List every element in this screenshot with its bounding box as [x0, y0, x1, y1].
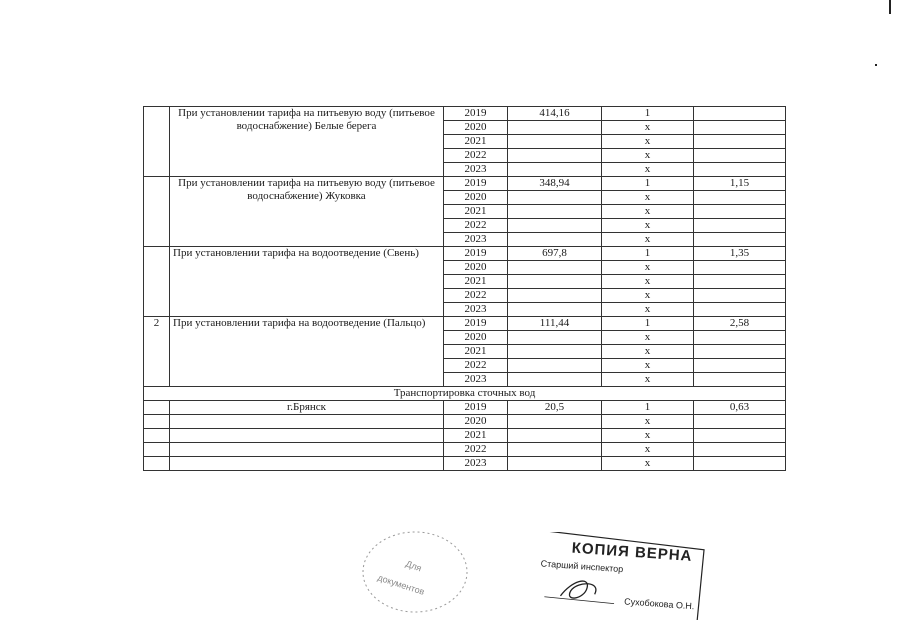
tariff-table	[143, 106, 786, 471]
year-cell: 2023	[444, 303, 508, 317]
coefficient-cell: х	[602, 163, 694, 177]
stamp-left-line-1: Для	[404, 558, 423, 574]
year-cell: 2023	[444, 457, 508, 471]
row-number-cell	[144, 443, 170, 457]
value-cell: 697,8	[508, 247, 602, 261]
stamp-role: Старший инспектор	[540, 558, 624, 575]
table-row	[144, 107, 786, 121]
index-cell	[694, 205, 786, 219]
index-cell	[694, 233, 786, 247]
coefficient-cell: х	[602, 233, 694, 247]
year-cell: 2019	[444, 107, 508, 121]
year-cell: 2021	[444, 135, 508, 149]
year-cell: 2023	[444, 233, 508, 247]
coefficient-cell: х	[602, 303, 694, 317]
index-cell	[694, 107, 786, 121]
year-cell: 2020	[444, 191, 508, 205]
tariff-description-cell	[170, 457, 444, 471]
table-row	[144, 457, 786, 471]
year-cell: 2021	[444, 275, 508, 289]
year-cell: 2020	[444, 331, 508, 345]
tariff-description-cell: г.Брянск	[170, 401, 444, 415]
tariff-description-cell	[170, 443, 444, 457]
coefficient-cell: 1	[602, 107, 694, 121]
coefficient-cell: х	[602, 191, 694, 205]
value-cell	[508, 443, 602, 457]
coefficient-cell: х	[602, 443, 694, 457]
stamp-left-line-2: документов	[376, 572, 426, 597]
table-row	[144, 443, 786, 457]
tariff-description-cell: При установлении тарифа на питьевую воду (питьевое водоснабжение) Белые берега	[170, 107, 444, 177]
stamp-title: КОПИЯ ВЕРНА	[571, 539, 693, 565]
coefficient-cell: х	[602, 135, 694, 149]
index-cell	[694, 443, 786, 457]
index-cell	[694, 331, 786, 345]
index-cell	[694, 275, 786, 289]
value-cell: 20,5	[508, 401, 602, 415]
year-cell: 2023	[444, 373, 508, 387]
value-cell	[508, 275, 602, 289]
index-cell: 1,35	[694, 247, 786, 261]
coefficient-cell: 1	[602, 317, 694, 331]
table-row	[144, 247, 786, 261]
coefficient-cell: х	[602, 373, 694, 387]
scan-mark-dot	[875, 64, 877, 66]
coefficient-cell: х	[602, 415, 694, 429]
year-cell: 2020	[444, 121, 508, 135]
year-cell: 2020	[444, 261, 508, 275]
coefficient-cell: х	[602, 121, 694, 135]
year-cell: 2022	[444, 149, 508, 163]
year-cell: 2022	[444, 289, 508, 303]
scan-mark-top-right	[889, 0, 891, 14]
year-cell: 2019	[444, 317, 508, 331]
year-cell: 2019	[444, 177, 508, 191]
coefficient-cell: х	[602, 345, 694, 359]
year-cell: 2019	[444, 401, 508, 415]
coefficient-cell: 1	[602, 177, 694, 191]
year-cell: 2022	[444, 359, 508, 373]
year-cell: 2021	[444, 205, 508, 219]
year-cell: 2023	[444, 163, 508, 177]
tariff-description-cell: При установлении тарифа на водоотведение (Свень)	[170, 247, 444, 317]
value-cell	[508, 233, 602, 247]
row-number-cell	[144, 429, 170, 443]
value-cell	[508, 219, 602, 233]
value-cell: 348,94	[508, 177, 602, 191]
tariff-description-cell	[170, 415, 444, 429]
table-row	[144, 177, 786, 191]
tariff-description-cell: При установлении тарифа на водоотведение (Пальцо)	[170, 317, 444, 387]
index-cell	[694, 163, 786, 177]
index-cell: 2,58	[694, 317, 786, 331]
row-number-cell	[144, 177, 170, 247]
coefficient-cell: х	[602, 261, 694, 275]
value-cell: 414,16	[508, 107, 602, 121]
index-cell	[694, 345, 786, 359]
index-cell	[694, 149, 786, 163]
value-cell	[508, 373, 602, 387]
value-cell	[508, 205, 602, 219]
section-title-cell: Транспортировка сточных вод	[144, 387, 786, 401]
coefficient-cell: х	[602, 457, 694, 471]
value-cell	[508, 331, 602, 345]
year-cell: 2020	[444, 415, 508, 429]
value-cell: 111,44	[508, 317, 602, 331]
coefficient-cell: х	[602, 149, 694, 163]
index-cell: 1,15	[694, 177, 786, 191]
year-cell: 2021	[444, 345, 508, 359]
year-cell: 2021	[444, 429, 508, 443]
index-cell	[694, 415, 786, 429]
stamp-name: Сухобокова О.Н.	[623, 596, 695, 612]
row-number-cell	[144, 401, 170, 415]
tariff-table-body	[144, 107, 786, 471]
coefficient-cell: х	[602, 205, 694, 219]
value-cell	[508, 429, 602, 443]
year-cell: 2022	[444, 443, 508, 457]
row-number-cell	[144, 247, 170, 317]
coefficient-cell: 1	[602, 247, 694, 261]
index-cell	[694, 457, 786, 471]
value-cell	[508, 163, 602, 177]
row-number-cell	[144, 415, 170, 429]
coefficient-cell: х	[602, 429, 694, 443]
row-number-cell	[144, 457, 170, 471]
value-cell	[508, 261, 602, 275]
index-cell	[694, 289, 786, 303]
index-cell	[694, 429, 786, 443]
coefficient-cell: х	[602, 275, 694, 289]
coefficient-cell: х	[602, 219, 694, 233]
round-stamp-documents	[355, 520, 475, 620]
index-cell	[694, 261, 786, 275]
tariff-description-cell	[170, 429, 444, 443]
coefficient-cell: 1	[602, 401, 694, 415]
index-cell	[694, 373, 786, 387]
table-row	[144, 317, 786, 331]
coefficient-cell: х	[602, 331, 694, 345]
coefficient-cell: х	[602, 289, 694, 303]
value-cell	[508, 289, 602, 303]
year-cell: 2019	[444, 247, 508, 261]
value-cell	[508, 303, 602, 317]
year-cell: 2022	[444, 219, 508, 233]
tariff-description-cell: При установлении тарифа на питьевую воду (питьевое водоснабжение) Жуковка	[170, 177, 444, 247]
value-cell	[508, 135, 602, 149]
index-cell	[694, 359, 786, 373]
table-row	[144, 429, 786, 443]
value-cell	[508, 457, 602, 471]
value-cell	[508, 345, 602, 359]
table-row	[144, 401, 786, 415]
certified-copy-stamp	[532, 532, 708, 620]
signature	[560, 580, 596, 600]
index-cell	[694, 219, 786, 233]
value-cell	[508, 415, 602, 429]
index-cell	[694, 191, 786, 205]
index-cell	[694, 121, 786, 135]
value-cell	[508, 149, 602, 163]
index-cell: 0,63	[694, 401, 786, 415]
table-row	[144, 415, 786, 429]
row-number-cell: 2	[144, 317, 170, 387]
section-header-row	[144, 387, 786, 401]
coefficient-cell: х	[602, 359, 694, 373]
value-cell	[508, 191, 602, 205]
value-cell	[508, 359, 602, 373]
row-number-cell	[144, 107, 170, 177]
index-cell	[694, 135, 786, 149]
value-cell	[508, 121, 602, 135]
index-cell	[694, 303, 786, 317]
